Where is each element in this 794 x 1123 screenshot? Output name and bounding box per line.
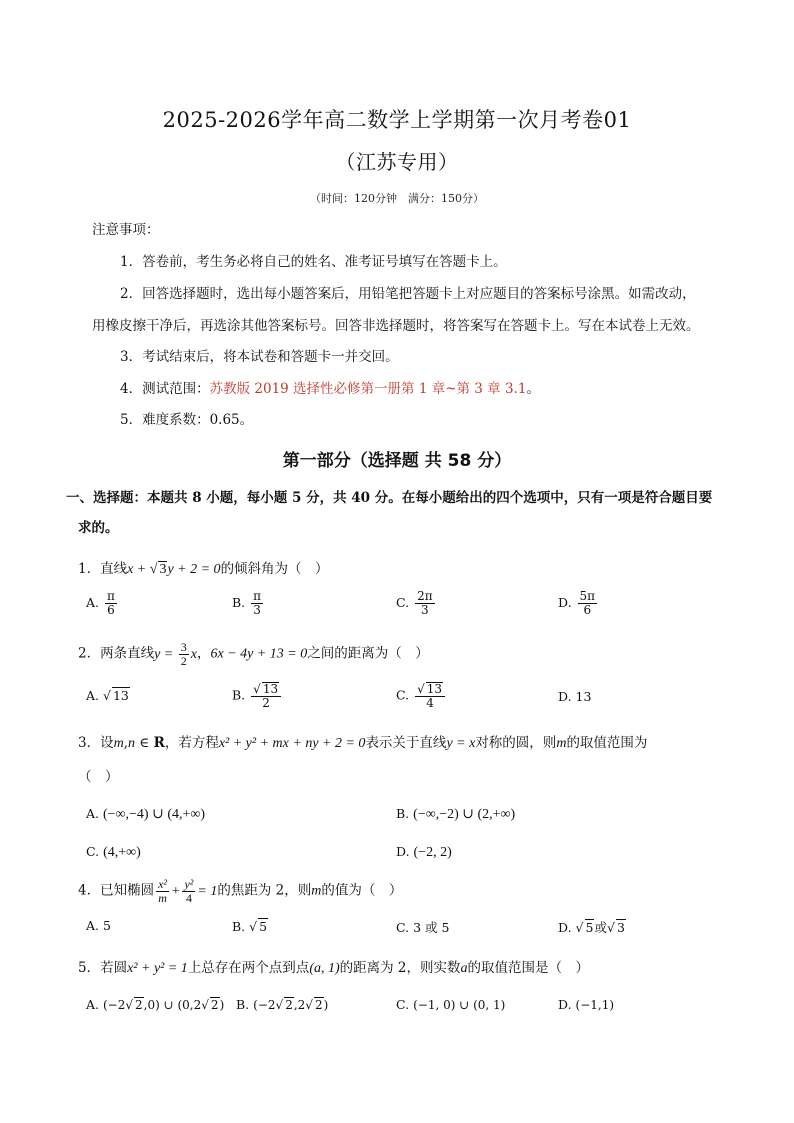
exam-subtitle: （江苏专用）	[335, 150, 459, 174]
q2-line2: 6x − 4y + 13 = 0	[210, 646, 308, 662]
q2-middle: 之间的距离为（ ）	[307, 645, 429, 662]
question-5: 5．若圆x² + y² = 1上总存在两个点到点(a, 1)的距离为 2，则实数a的取值范围是（ ）	[78, 960, 590, 976]
q1-option-a: A. $\frac{\pi}{6}$	[86, 589, 115, 617]
q2-prefix: 2．两条直线	[78, 645, 155, 662]
q2-option-b: B. √ $\frac{13}{2}$	[232, 682, 283, 710]
q1-option-c: C. $\frac{2\pi}{3}$	[396, 589, 433, 617]
q4-option-d: D. √ 5或√ 3	[558, 918, 626, 936]
q1-suffix: 的倾斜角为（ ）	[220, 561, 329, 577]
question-1	[78, 557, 329, 578]
q3-option-d: D. (−2, 2)	[396, 844, 452, 860]
q3-option-b: B. (−∞,−2) ∪ (2,+∞)	[396, 806, 516, 822]
q2-option-d: D. 13	[558, 689, 592, 704]
q1-option-d: D. $\frac{5\pi}{6}$	[558, 589, 596, 617]
note-item-3: 3．考试结束后，将本试卷和答题卡一并交回。	[120, 349, 399, 365]
q3-line: y = x	[446, 736, 476, 751]
question-2: 2．两条直线y = $\frac{3}{2}$ x，6x − 4y + 13 = 0之间的距离为（ ）	[78, 640, 429, 668]
q1-prefix: 1．直线	[78, 561, 128, 577]
note-item-2: 2．回答选择题时，选出每小题答案后，用铅笔把答题卡上对应题目的答案标号涂黑。如需改动，	[120, 286, 696, 302]
q2-option-a: A. √ 13	[86, 687, 130, 703]
note-item-2-cont: 用橡皮擦干净后，再选涂其他答案标号。回答非选择题时，将答案写在答题卡上。写在本试卷上无效。	[92, 318, 700, 334]
q4-option-a: A. 5	[86, 918, 111, 933]
note-item-4-scope: 苏教版 2019 选择性必修第一册第 1 章~第 3 章 3.1	[209, 381, 527, 397]
q4-option-c: C. 3 或 5	[396, 920, 450, 935]
q1-option-b: B. $\frac{\pi}{3}$	[232, 589, 262, 617]
section-instruction-cont: 求的。	[78, 520, 119, 536]
q3-equation: x² + y² + mx + ny + 2 = 0	[218, 736, 366, 751]
question-3: 3．设m,n ∈ R，若方程x² + y² + mx + ny + 2 = 0表示关于直线y = x对称的圆，则m的取值范围为	[78, 735, 648, 751]
note-item-1: 1．答卷前，考生务必将自己的姓名、准考证号填写在答题卡上。	[120, 254, 507, 270]
q4-option-b: B. √ 5	[232, 918, 268, 934]
q5-option-a: A. (−2√ 2,0) ∪ (0,2√ 2)	[86, 997, 224, 1012]
exam-title: 2025-2026学年高二数学上学期第一次月考卷01	[162, 108, 632, 132]
exam-info: （时间：120分钟 满分：150分）	[310, 192, 484, 205]
question-4: 4．已知椭圆 $\frac{\text{x²}}{m}$ + $\frac{\text{y²}}{4}$ = 1的焦距为 2，则m的值为（ ）	[78, 877, 403, 905]
q3-option-a: A. (−∞,−4) ∪ (4,+∞)	[86, 806, 206, 822]
q5-option-b: B. (−2√ 2,2√ 2)	[236, 997, 328, 1012]
note-item-4	[120, 379, 540, 399]
q3-paren: （ ）	[78, 769, 119, 785]
q1-equation: x + √ 3y + 2 = 0	[127, 562, 220, 577]
q3-sets: m	[113, 736, 124, 751]
notes-heading: 注意事项：	[92, 222, 160, 238]
q2-line1: y = $\frac{3}{2}$ x	[154, 640, 197, 668]
q5-circle: x² + y² = 1	[127, 961, 188, 976]
note-item-4-suffix: 。	[526, 381, 540, 397]
q2-option-c: C. √ $\frac{13}{4}$	[396, 682, 447, 710]
note-item-4-prefix: 4．测试范围：	[120, 381, 210, 397]
section-title: 第一部分（选择题 共 58 分）	[282, 451, 512, 471]
q4-ellipse: $\frac{\text{x²}}{m}$ + $\frac{\text{y²}}{4}$ = 1	[158, 877, 218, 905]
section-instruction: 一、选择题：本题共 8 小题，每小题 5 分，共 40 分。在每小题给出的四个选项中，只有一项是符合题目要	[66, 490, 713, 506]
q5-point: (a, 1)	[309, 961, 340, 976]
note-item-5: 5．难度系数：0.65。	[120, 412, 254, 428]
q5-option-c: C. (−1, 0) ∪ (0, 1)	[396, 997, 506, 1012]
q5-option-d: D. (−1,1)	[558, 997, 615, 1012]
q3-option-c: C. (4,+∞)	[86, 844, 141, 860]
